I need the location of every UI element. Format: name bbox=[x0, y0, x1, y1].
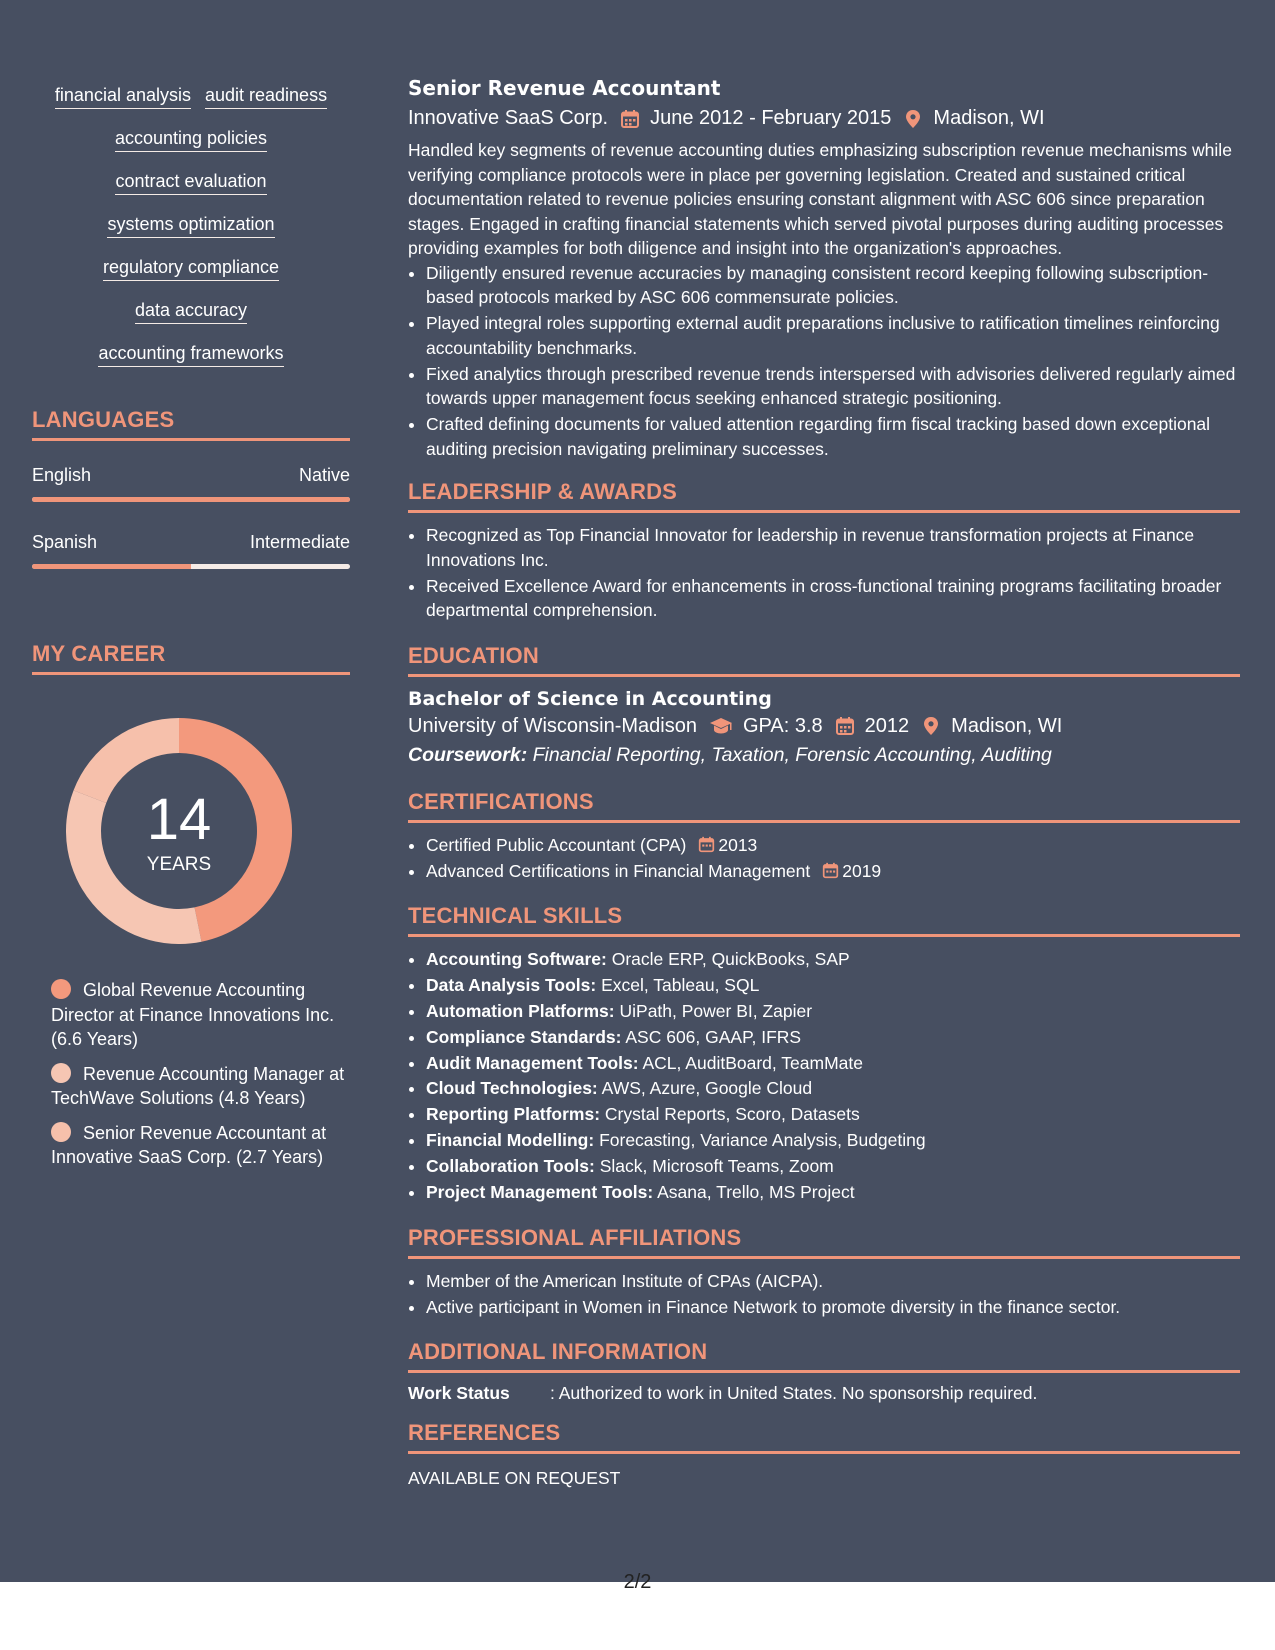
technical-skills-section bbox=[408, 903, 1240, 1205]
skill-tag: contract evaluation bbox=[115, 170, 266, 195]
leadership-title: LEADERSHIP & AWARDS bbox=[408, 479, 1240, 513]
skill-tag: regulatory compliance bbox=[103, 256, 279, 281]
language-name: Spanish bbox=[32, 532, 98, 552]
skill-row bbox=[32, 84, 350, 109]
additional-info-section bbox=[408, 1339, 1240, 1404]
skill-row bbox=[32, 170, 350, 195]
technical-skills-title: TECHNICAL SKILLS bbox=[408, 903, 1240, 937]
technical-skills-list bbox=[408, 947, 1240, 1205]
technical-skill-label: Collaboration Tools: bbox=[426, 1156, 595, 1177]
work-status-value: : Authorized to work in United States. No sponsorship required. bbox=[550, 1383, 1038, 1404]
references-section bbox=[408, 1420, 1240, 1489]
language-row bbox=[32, 465, 350, 486]
leadership-list bbox=[408, 523, 1240, 623]
leadership-section bbox=[408, 479, 1240, 623]
certification-year: 2013 bbox=[718, 834, 758, 855]
page-number: 2/2 bbox=[623, 1571, 652, 1593]
skills-tags bbox=[32, 84, 350, 367]
calendar-icon bbox=[822, 862, 839, 879]
certification-year: 2019 bbox=[842, 860, 882, 881]
technical-skill-value: Forecasting, Variance Analysis, Budgeting bbox=[599, 1130, 926, 1151]
career-dot bbox=[51, 1063, 71, 1083]
school-name: University of Wisconsin-Madison bbox=[408, 714, 697, 737]
leadership-item: • Received Excellence Award for enhancements in cross-functional training programs facilitating broader departmental comprehension. bbox=[426, 574, 1240, 623]
right-column bbox=[408, 76, 1240, 1489]
calendar-icon bbox=[620, 109, 640, 129]
coursework-label: Coursework: bbox=[408, 743, 528, 766]
technical-skill-label: Financial Modelling: bbox=[426, 1130, 595, 1151]
job-bullet: • Crafted defining documents for valued attention regarding firm fiscal tracking based down exceptional auditing precision navigating preliminary successes. bbox=[426, 412, 1240, 461]
certification-name: Certified Public Accountant (CPA) bbox=[426, 834, 687, 855]
technical-skill-value: Asana, Trello, MS Project bbox=[657, 1182, 855, 1203]
skill-tag: accounting frameworks bbox=[98, 342, 283, 367]
skill-tag: audit readiness bbox=[205, 84, 327, 109]
technical-skill-value: Excel, Tableau, SQL bbox=[601, 974, 760, 995]
certification-item bbox=[426, 833, 1240, 858]
calendar-icon bbox=[835, 716, 855, 736]
technical-skill-item bbox=[426, 999, 1240, 1024]
graduation-cap-icon bbox=[709, 716, 733, 736]
certification-item bbox=[426, 859, 1240, 884]
career-years-label: YEARS bbox=[146, 854, 212, 875]
technical-skill-label: Data Analysis Tools: bbox=[426, 974, 597, 995]
career-item-text: Revenue Accounting Manager at TechWave Solutions (4.8 Years) bbox=[51, 1063, 345, 1108]
skill-tag: data accuracy bbox=[135, 299, 247, 324]
technical-skill-label: Compliance Standards: bbox=[426, 1026, 622, 1047]
technical-skill-item bbox=[426, 1154, 1240, 1179]
career-donut bbox=[66, 718, 292, 944]
gpa: GPA: 3.8 bbox=[742, 714, 823, 737]
technical-skill-item bbox=[426, 973, 1240, 998]
skill-row bbox=[32, 342, 350, 367]
language-bar bbox=[32, 497, 350, 502]
degree-name: Bachelor of Science in Accounting bbox=[408, 687, 772, 710]
language-row bbox=[32, 532, 350, 553]
career-item bbox=[51, 1121, 350, 1170]
affiliations-title: PROFESSIONAL AFFILIATIONS bbox=[408, 1225, 1240, 1259]
job-bullet: • Diligently ensured revenue accuracies by managing consistent record keeping following subscription-based protocols marked by ASC 606 commensurate policies. bbox=[426, 261, 1240, 310]
technical-skill-value: AWS, Azure, Google Cloud bbox=[601, 1078, 813, 1099]
experience-entry bbox=[408, 76, 1240, 461]
career-years-number: 14 bbox=[146, 787, 212, 852]
languages-title: LANGUAGES bbox=[32, 407, 350, 441]
education-meta bbox=[408, 715, 1240, 738]
career-item bbox=[51, 1062, 350, 1111]
technical-skill-item bbox=[426, 1180, 1240, 1205]
skill-row bbox=[32, 213, 350, 238]
work-status-row bbox=[408, 1383, 1240, 1404]
technical-skill-item bbox=[426, 1102, 1240, 1127]
job-bullet: • Played integral roles supporting external audit preparations inclusive to ratification timelines reinforcing accountability benchmarks. bbox=[426, 311, 1240, 360]
skill-tag: systems optimization bbox=[107, 213, 274, 238]
technical-skill-item bbox=[426, 1076, 1240, 1101]
graduation-year: 2012 bbox=[864, 714, 910, 737]
coursework-list: Financial Reporting, Taxation, Forensic Accounting, Auditing bbox=[532, 743, 1052, 766]
job-meta bbox=[408, 107, 1240, 130]
technical-skill-value: Oracle ERP, QuickBooks, SAP bbox=[611, 949, 850, 969]
job-location: Madison, WI bbox=[933, 107, 1045, 129]
left-column bbox=[32, 84, 350, 1180]
technical-skill-label: Project Management Tools: bbox=[426, 1182, 654, 1203]
technical-skill-value: ASC 606, GAAP, IFRS bbox=[625, 1026, 802, 1047]
languages-section bbox=[32, 407, 350, 569]
skill-tag: accounting policies bbox=[115, 127, 267, 152]
skill-row bbox=[32, 299, 350, 324]
language-level: Native bbox=[298, 465, 350, 485]
technical-skill-label: Audit Management Tools: bbox=[426, 1052, 639, 1073]
certifications-title: CERTIFICATIONS bbox=[408, 789, 1240, 823]
career-item-text: Senior Revenue Accountant at Innovative SaaS Corp. (2.7 Years) bbox=[51, 1122, 327, 1167]
career-dot bbox=[51, 1122, 71, 1142]
technical-skill-value: Slack, Microsoft Teams, Zoom bbox=[599, 1156, 834, 1177]
calendar-icon bbox=[698, 836, 715, 853]
technical-skill-value: Crystal Reports, Scoro, Datasets bbox=[604, 1104, 860, 1125]
technical-skill-item bbox=[426, 1025, 1240, 1050]
certifications-list bbox=[408, 833, 1240, 884]
career-title: MY CAREER bbox=[32, 641, 350, 675]
technical-skill-item bbox=[426, 1128, 1240, 1153]
career-item-text: Global Revenue Accounting Director at Finance Innovations Inc. (6.6 Years) bbox=[51, 980, 335, 1049]
coursework bbox=[408, 744, 1240, 767]
career-section bbox=[32, 641, 350, 1170]
language-bar-fill bbox=[32, 497, 350, 502]
career-item bbox=[51, 978, 350, 1052]
affiliations-section bbox=[408, 1225, 1240, 1320]
education-section bbox=[408, 643, 1240, 767]
technical-skill-value: UiPath, Power BI, Zapier bbox=[619, 1000, 813, 1021]
technical-skill-item bbox=[426, 947, 1240, 972]
company-name: Innovative SaaS Corp. bbox=[408, 107, 609, 129]
career-legend bbox=[32, 978, 350, 1170]
location-pin-icon bbox=[921, 716, 941, 736]
education-title: EDUCATION bbox=[408, 643, 1240, 677]
job-bullets bbox=[408, 261, 1240, 462]
affiliations-list bbox=[408, 1269, 1240, 1320]
affiliation-item: • Active participant in Women in Finance Network to promote diversity in the finance sector. bbox=[426, 1295, 1240, 1320]
technical-skill-label: Automation Platforms: bbox=[426, 1000, 615, 1021]
language-level: Intermediate bbox=[249, 532, 350, 552]
technical-skill-value: ACL, AuditBoard, TeamMate bbox=[642, 1052, 863, 1073]
location-pin-icon bbox=[903, 109, 923, 129]
skill-row bbox=[32, 127, 350, 152]
skill-row bbox=[32, 256, 350, 281]
skill-tag: financial analysis bbox=[55, 84, 191, 109]
references-title: REFERENCES bbox=[408, 1420, 1240, 1454]
language-name: English bbox=[32, 465, 92, 485]
technical-skill-label: Reporting Platforms: bbox=[426, 1104, 601, 1125]
career-dot bbox=[51, 979, 71, 999]
job-title: Senior Revenue Accountant bbox=[408, 76, 721, 100]
job-description: Handled key segments of revenue accounting duties emphasizing subscription revenue mechanisms while verifying compliance protocols were in place per governing legislation. Created and sustained critical documentation related to revenue policies ensuring constant alignment with ASC 606 since preparation stages. Engaged in crafting financial statements which served pivotal purposes during auditing processes providing examples for both diligence and insight into the organization's approaches. bbox=[408, 140, 1232, 258]
job-bullet: • Fixed analytics through prescribed revenue trends interspersed with advisories delivered regularly aimed towards upper management focus seeking enhanced strategic positioning. bbox=[426, 362, 1240, 411]
technical-skill-label: Accounting Software: bbox=[426, 949, 607, 969]
leadership-item: • Recognized as Top Financial Innovator for leadership in revenue transformation projects at Finance Innovations Inc. bbox=[426, 523, 1240, 572]
language-bar-fill bbox=[32, 564, 191, 569]
technical-skill-label: Cloud Technologies: bbox=[426, 1078, 598, 1099]
language-bar bbox=[32, 564, 350, 569]
job-dates: June 2012 - February 2015 bbox=[650, 107, 892, 129]
education-location: Madison, WI bbox=[951, 714, 1063, 737]
work-status-label: Work Status bbox=[408, 1383, 510, 1404]
certifications-section bbox=[408, 789, 1240, 884]
technical-skill-item bbox=[426, 1051, 1240, 1076]
additional-info-title: ADDITIONAL INFORMATION bbox=[408, 1339, 1240, 1373]
affiliation-item: • Member of the American Institute of CPAs (AICPA). bbox=[426, 1269, 1240, 1294]
certification-name: Advanced Certifications in Financial Management bbox=[426, 860, 811, 881]
references-text: AVAILABLE ON REQUEST bbox=[408, 1468, 621, 1489]
